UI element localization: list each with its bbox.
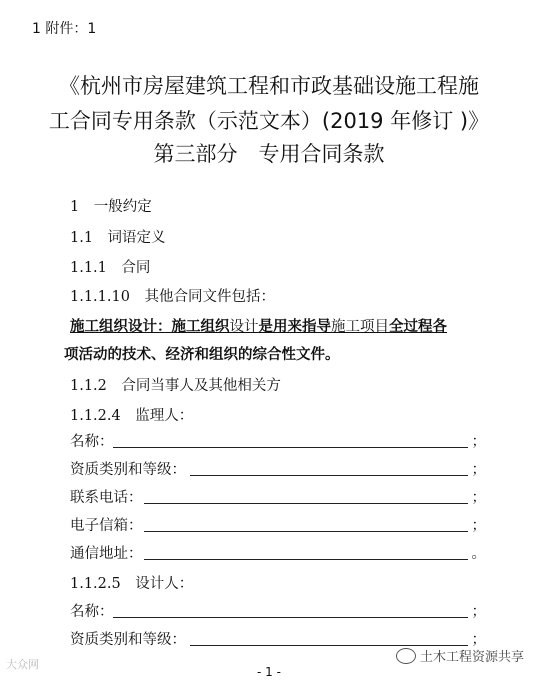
definition-text-a: 施工组织 xyxy=(171,318,230,335)
definition-line-1 xyxy=(70,315,447,336)
wechat-icon xyxy=(396,648,416,664)
field-end-punctuation: ； xyxy=(471,518,486,534)
field-label: 电子信箱： xyxy=(70,518,143,534)
definition-line-2: 项活动的技术、经济和组织的综合性文件。 xyxy=(64,346,340,363)
blank-line xyxy=(113,446,468,448)
definition-text-c: 是用来指导 xyxy=(258,318,331,335)
field-label: 资质类别和等级： xyxy=(70,632,186,648)
definition-term: 施工组织设计： xyxy=(70,318,172,335)
page-number: - 1 - xyxy=(257,665,281,679)
blank-line xyxy=(113,616,468,618)
designer-name-field[interactable] xyxy=(70,600,490,620)
annex-label: 1 附件：1 xyxy=(32,21,97,37)
field-end-punctuation: ； xyxy=(471,632,486,648)
supervisor-phone-field[interactable] xyxy=(70,486,490,506)
definition-text-b: 设计 xyxy=(229,319,259,335)
field-end-punctuation: ； xyxy=(471,462,486,478)
section-1-1-1-10-heading: 1.1.1.10 其他合同文件包括： xyxy=(70,289,275,305)
section-1-1-1-heading: 1.1.1 合同 xyxy=(70,260,151,276)
blank-line xyxy=(144,558,468,560)
section-1-1-2-4-heading: 1.1.2.4 监理人： xyxy=(70,408,194,424)
designer-qualification-field[interactable] xyxy=(70,628,490,648)
field-end-punctuation: ； xyxy=(471,490,486,506)
watermark-right xyxy=(396,646,524,665)
document-title-line-1: 《杭州市房屋建筑工程和市政基础设施工程施 xyxy=(59,74,479,98)
section-1-1-2-heading: 1.1.2 合同当事人及其他相关方 xyxy=(70,378,281,394)
document-title-line-2: 工合同专用条款（示范文本）(2019 年修订 )》 xyxy=(48,109,490,133)
field-label: 资质类别和等级： xyxy=(70,462,186,478)
watermark-left: 大众网 xyxy=(6,658,39,671)
field-label: 通信地址： xyxy=(70,546,143,562)
definition-text-e: 全过程各 xyxy=(389,318,447,335)
field-label: 联系电话： xyxy=(70,490,143,506)
section-1-1-2-5-heading: 1.1.2.5 设计人： xyxy=(70,576,194,592)
supervisor-address-field[interactable] xyxy=(70,542,490,562)
blank-line xyxy=(144,530,468,532)
section-1-heading: 1 一般约定 xyxy=(70,199,152,215)
blank-line xyxy=(190,474,468,476)
watermark-right-text: 土木工程资源共享 xyxy=(420,650,525,665)
document-title-line-3: 第三部分 专用合同条款 xyxy=(153,142,385,166)
definition-text-d: 施工项目 xyxy=(331,319,389,335)
field-end-punctuation: 。 xyxy=(471,546,486,562)
field-label: 名称： xyxy=(70,434,114,450)
supervisor-email-field[interactable] xyxy=(70,514,490,534)
blank-line xyxy=(144,502,468,504)
section-1-1-heading: 1.1 词语定义 xyxy=(70,230,166,246)
field-end-punctuation: ； xyxy=(471,434,486,450)
field-label: 名称： xyxy=(70,604,114,620)
supervisor-qualification-field[interactable] xyxy=(70,458,490,478)
field-end-punctuation: ； xyxy=(471,604,486,620)
supervisor-name-field[interactable] xyxy=(70,430,490,450)
